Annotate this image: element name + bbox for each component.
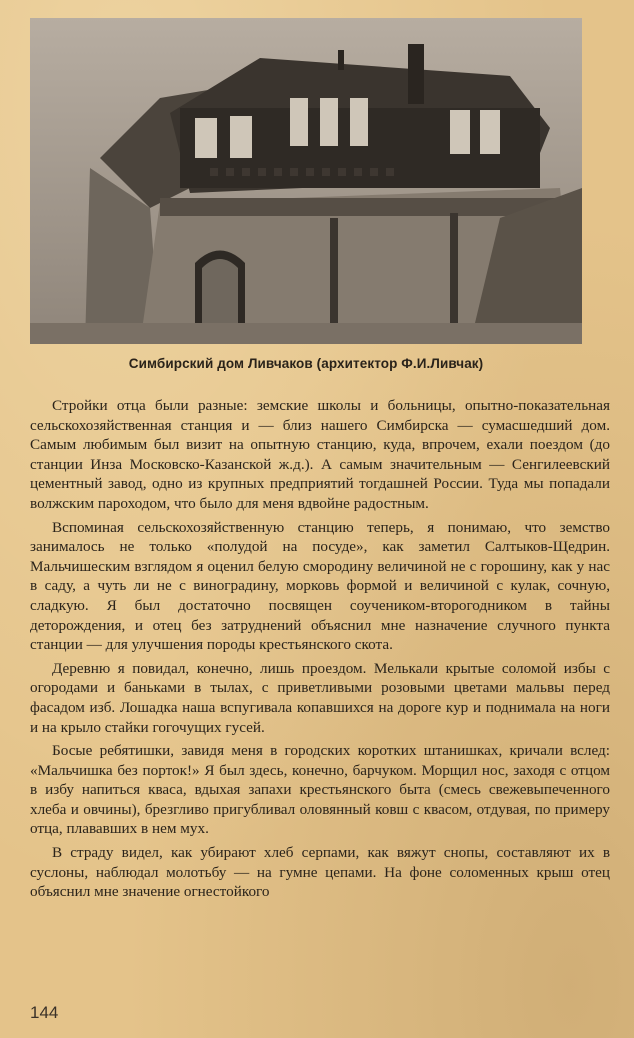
paragraph: Стройки отца были разные: земские школы и больницы, опытно-показательная сельскохозяйственная станция и — близ нашего Симбирска — сумасшедший дом. Самым любимым был визит на опытную станцию, куда, впрочем, ехали поездом (до станции Инза Московско-Казанской ж.д.). А самым значительным — Сенгилеевский цементный завод, одно из крупных предприятий тогдашней России. Туда мы попадали волжским пароходом, что было для меня вдвойне радостным. [30,397,610,512]
page-number: 144 [30,1003,59,1022]
paragraph: В страду видел, как убирают хлеб серпами, как вяжут снопы, составляют их в суслоны, наблюдал молотьбу — на гумне цепами. На фоне соломенных крыш отец объяснил мне значение огнестойкого [30,844,610,901]
house-photo [30,18,582,344]
paragraph: Босые ребятишки, завидя меня в городских коротких штанишках, кричали вслед: «Мальчишка без порток!» Я был здесь, конечно, барчуком. Морщил нос, заходя с отцом в избу напиться кваса, вдыхая запахи крестьянского быта (смесь свежевыпеченного хлеба и овчины), брезгливо пригубливал оловянный ковш с квасом, отдувая, по примеру отца, плававших в нем мух. [30,742,610,838]
paragraph: Деревню я повидал, конечно, лишь проездом. Мелькали крытые соломой избы с огородами и баньками в тылах, с приветливыми розовыми цветами мальвы перед фасадом изб. Лошадка наша вспугивала копавшихся на дороге кур и поднимала на ноги и на крыло стайки гогочущих гусей. [30,659,610,736]
photo-caption: Симбирский дом Ливчаков (архитектор Ф.И.Ливчак) [128,356,484,371]
paragraph: Вспоминая сельскохозяйственную станцию теперь, я понимаю, что земство занималось не только «полудой на посуде», как заметил Салтыков-Щедрин. Мальчишеским взглядом я оценил белую смородину величиной не с горошину, как у нас в саду, а чуть ли не с виноградину, морковь формой и величиной с кулак, сочную, сладкую. Я был достаточно посвящен соучеником-второгодником в тайны деторождения, и отец без затруднений объяснил мне назначение случного пункта станции — для улучшения породы крестьянского скота. [30,518,610,654]
body-text [30,396,610,906]
